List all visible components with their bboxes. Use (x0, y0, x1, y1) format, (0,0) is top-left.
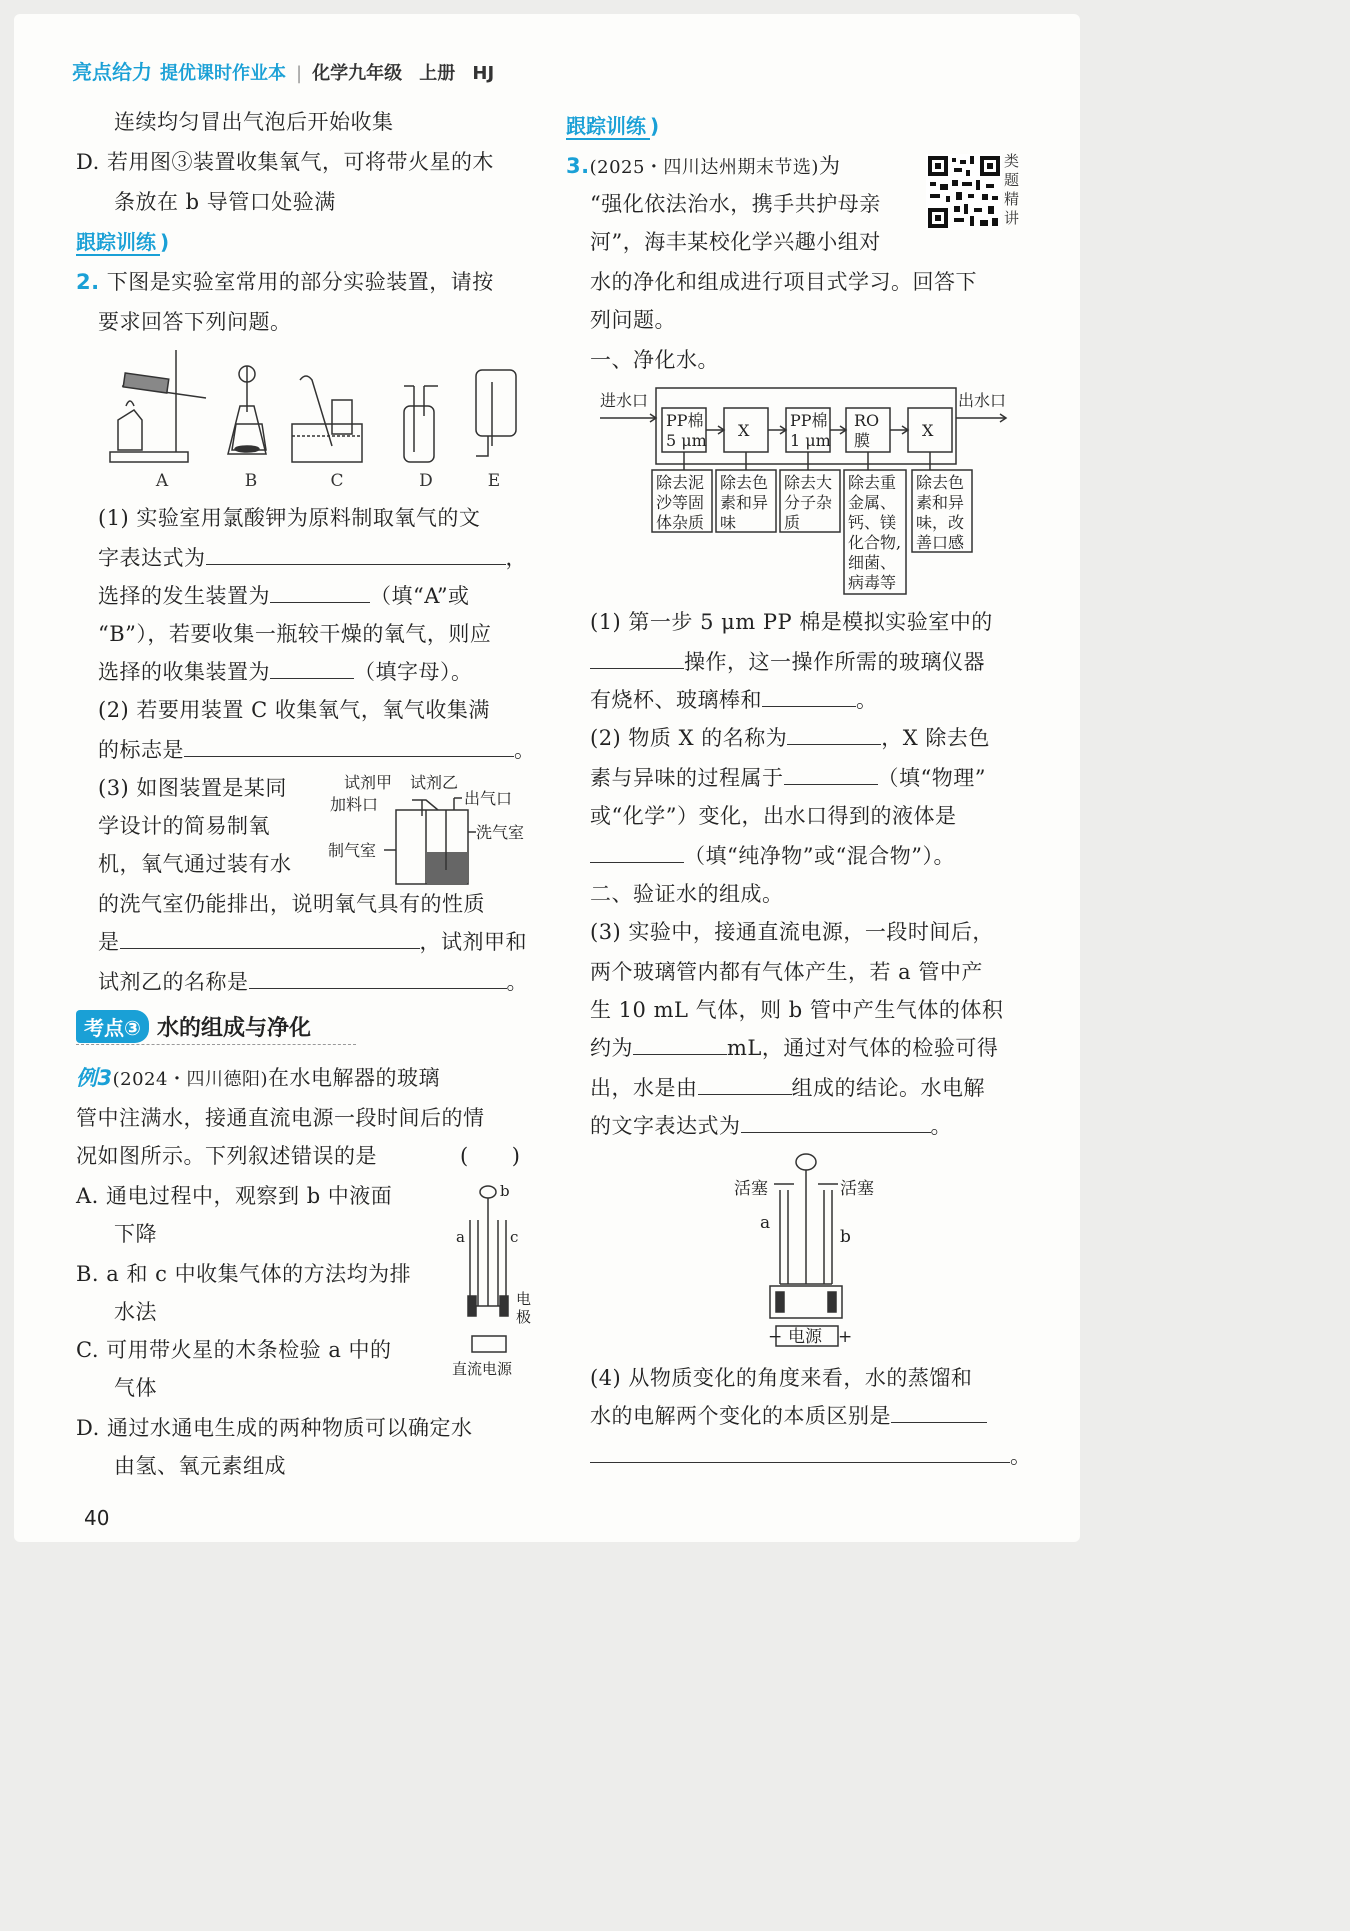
text-line: （填“纯净物”或“混合物”）。 (590, 842, 955, 870)
kp-badge: 考点③ (76, 1010, 149, 1043)
flow-note: 善口感 (916, 533, 965, 552)
text-line: 河”，海丰某校化学兴趣小组对 (590, 230, 881, 254)
figure-label: 直流电源 (452, 1360, 513, 1378)
text-line: 出，水是由 组成的结论。水电解 (590, 1076, 985, 1100)
water-electrolysis-figure (730, 1150, 910, 1354)
flow-box-text: X (738, 421, 750, 440)
answer-blank[interactable] (787, 724, 881, 745)
flow-box-text: PP棉 (666, 411, 704, 430)
text-line: 况如图所示。下列叙述错误的是 (76, 1144, 377, 1168)
apparatus-label: C (330, 471, 344, 491)
apparatus-label: A (155, 471, 169, 491)
knowledge-point-heading (76, 1010, 311, 1042)
text-line: D. 若用图③装置收集氧气，可将带火星的木 (76, 150, 494, 174)
lab-apparatus-figure (96, 346, 536, 496)
figure-label: 试剂乙 (410, 773, 459, 792)
text-line: 要求回答下列问题。 (98, 310, 292, 334)
qr-caption: 类 题 精 讲 (1004, 152, 1020, 227)
text-line: (2) 若要用装置 C 收集氧气，氧气收集满 (98, 698, 490, 722)
figure-label: 试剂甲 (344, 773, 393, 792)
answer-blank[interactable] (206, 544, 506, 565)
text-line: 水的电解两个变化的本质区别是 (590, 1402, 987, 1430)
text-line: 或“化学”）变化，出水口得到的液体是 (590, 804, 957, 828)
flow-note: 病毒等 (848, 573, 897, 592)
flow-note: 化合物, (848, 533, 902, 552)
question-line: 3.(2025・四川达州期末节选)为 (566, 154, 841, 178)
text-line: 两个玻璃管内都有气体产生，若 a 管中产 (590, 960, 983, 984)
series-name: 提优课时作业本 (160, 63, 286, 84)
answer-blank[interactable] (590, 1442, 1010, 1463)
figure-label: 加料口 (330, 795, 379, 814)
text-line: 的标志是 。 (98, 738, 536, 762)
kp-title: 水的组成与净化 (156, 1016, 311, 1041)
flow-note: 沙等固 (656, 493, 705, 512)
text-line: 选择的发生装置为 （填“A”或 (98, 584, 470, 608)
qr-code-icon[interactable] (926, 154, 1002, 230)
text-line: 条放在 b 导管口处验满 (114, 190, 336, 214)
electrolyzer-figure (446, 1180, 538, 1378)
text-line: 。 (590, 1442, 1032, 1470)
text-line: 学设计的简易制氧 (98, 814, 270, 838)
text-line: 连续均匀冒出气泡后开始收集 (114, 110, 394, 134)
answer-blank[interactable] (590, 648, 684, 669)
flow-note: 味，改 (916, 513, 965, 532)
apparatus-label: D (419, 471, 433, 491)
flow-note: 除去色 (916, 473, 965, 492)
flow-note: 除去色 (720, 473, 769, 492)
figure-label: 电源 (788, 1327, 822, 1347)
figure-label: + (838, 1327, 853, 1347)
figure-label: 活塞 (734, 1179, 768, 1199)
flow-note: 除去泥 (656, 473, 705, 492)
flow-box-text: 膜 (854, 431, 871, 450)
flow-note: 除去大 (784, 473, 833, 492)
figure-label: c (510, 1228, 519, 1246)
volume-label: 上册 (419, 63, 456, 84)
section-heading: 一、净化水。 (590, 348, 719, 372)
flow-label: 出水口 (958, 391, 1007, 410)
option-a: 下降 (114, 1222, 157, 1246)
flow-note: 质 (784, 513, 801, 532)
figure-label: 电 (516, 1290, 532, 1308)
purification-flow-diagram (596, 384, 1026, 598)
answer-blank[interactable] (698, 1074, 792, 1095)
text-line: 操作，这一操作所需的玻璃仪器 (590, 648, 985, 676)
figure-label: 制气室 (328, 841, 377, 860)
text-line: (1) 第一步 5 μm PP 棉是模拟实验室中的 (590, 610, 993, 634)
section-tag: 跟踪训练 ) (566, 114, 660, 138)
text-line: 有烧杯、玻璃棒和 。 (590, 688, 878, 712)
subject-label: 化学九年级 (312, 63, 403, 84)
flow-box-text: 5 μm (666, 431, 707, 450)
page-header: 亮点给力 提优课时作业本 | 化学九年级 上册 HJ (72, 60, 495, 84)
answer-paren[interactable]: ( ) (460, 1144, 521, 1168)
answer-blank[interactable] (270, 658, 354, 679)
text-line: 选择的收集装置为 （填字母）。 (98, 660, 473, 684)
apparatus-label: B (244, 471, 258, 491)
answer-blank[interactable] (120, 928, 420, 949)
section-tag: 跟踪训练 ) (76, 230, 170, 254)
question-line: 2. 下图是实验室常用的部分实验装置，请按 (76, 270, 494, 294)
flow-box-text: PP棉 (790, 411, 828, 430)
page-number: 40 (84, 1506, 110, 1530)
flow-box-text: RO (854, 411, 880, 430)
apparatus-label: E (487, 471, 501, 491)
edition-label: HJ (472, 63, 495, 84)
figure-label: 极 (516, 1308, 532, 1326)
oxygen-generator-figure (326, 770, 538, 888)
figure-label: a (760, 1213, 771, 1233)
answer-blank[interactable] (249, 968, 507, 989)
answer-blank[interactable] (891, 1402, 987, 1423)
flow-note: 素和异 (916, 493, 965, 512)
text-line: 素与异味的过程属于 （填“物理” (590, 766, 986, 790)
text-line: 约为 mL，通过对气体的检验可得 (590, 1036, 999, 1060)
answer-blank[interactable] (762, 686, 856, 707)
text-line: (3) 实验中，接通直流电源，一段时间后， (590, 920, 994, 944)
flow-box-text: X (922, 421, 934, 440)
text-line: 水的净化和组成进行项目式学习。回答下 (590, 270, 977, 294)
answer-blank[interactable] (270, 582, 370, 603)
option-b: B. a 和 c 中收集气体的方法均为排 (76, 1262, 412, 1286)
flow-note: 钙、镁 (848, 513, 897, 532)
option-d: 由氢、氧元素组成 (114, 1454, 286, 1478)
figure-label: − (768, 1327, 783, 1347)
answer-blank[interactable] (184, 736, 514, 757)
text-line: 的文字表达式为 。 (590, 1114, 952, 1138)
flow-label: 进水口 (600, 391, 649, 410)
answer-blank[interactable] (741, 1112, 931, 1133)
flow-note: 素和异 (720, 493, 769, 512)
flow-note: 除去重 (848, 473, 897, 492)
example-line: 例3(2024・四川德阳)在水电解器的玻璃 (76, 1066, 440, 1090)
option-c: C. 可用带火星的木条检验 a 中的 (76, 1338, 392, 1362)
flow-note: 金属、 (848, 493, 897, 512)
text-line: 是 ，试剂甲和 (98, 930, 527, 954)
text-line: (2) 物质 X 的名称为 ，X 除去色 (590, 726, 990, 750)
figure-label: b (840, 1227, 851, 1247)
text-line: (1) 实验室用氯酸钾为原料制取氧气的文 (98, 506, 481, 530)
answer-blank[interactable] (784, 764, 878, 785)
figure-label: a (456, 1228, 465, 1246)
text-line: 列问题。 (590, 308, 676, 332)
flow-box-text: 1 μm (790, 431, 831, 450)
figure-label: 洗气室 (476, 823, 525, 842)
text-line: 试剂乙的名称是 。 (98, 970, 528, 994)
text-line: (3) 如图装置是某同 (98, 776, 287, 800)
flow-note: 细菌、 (848, 553, 897, 572)
text-line: “B”），若要收集一瓶较干燥的氧气，则应 (98, 622, 492, 646)
option-a: A. 通电过程中，观察到 b 中液面 (76, 1184, 393, 1208)
text-line: “强化依法治水，携手共护母亲 (590, 192, 881, 216)
text-line: 机，氧气通过装有水 (98, 852, 292, 876)
flow-note: 味 (720, 513, 737, 532)
answer-blank[interactable] (590, 842, 684, 863)
text-line: 管中注满水，接通直流电源一段时间后的情 (76, 1106, 485, 1130)
flow-note: 体杂质 (656, 513, 705, 532)
answer-blank[interactable] (633, 1034, 727, 1055)
text-line: 生 10 mL 气体，则 b 管中产生气体的体积 (590, 998, 1004, 1022)
option-c: 气体 (114, 1376, 157, 1400)
section-heading: 二、验证水的组成。 (590, 882, 784, 906)
text-line: 的洗气室仍能排出，说明氧气具有的性质 (98, 892, 485, 916)
text-line: 字表达式为 ， (98, 546, 527, 570)
figure-label: b (500, 1182, 510, 1200)
flow-note: 分子杂 (784, 493, 833, 512)
option-b: 水法 (114, 1300, 157, 1324)
brand-logo: 亮点给力 (72, 60, 152, 84)
text-line: (4) 从物质变化的角度来看，水的蒸馏和 (590, 1366, 973, 1390)
figure-label: 出气口 (464, 789, 513, 808)
figure-label: 活塞 (840, 1179, 874, 1199)
option-d: D. 通过水通电生成的两种物质可以确定水 (76, 1416, 473, 1440)
